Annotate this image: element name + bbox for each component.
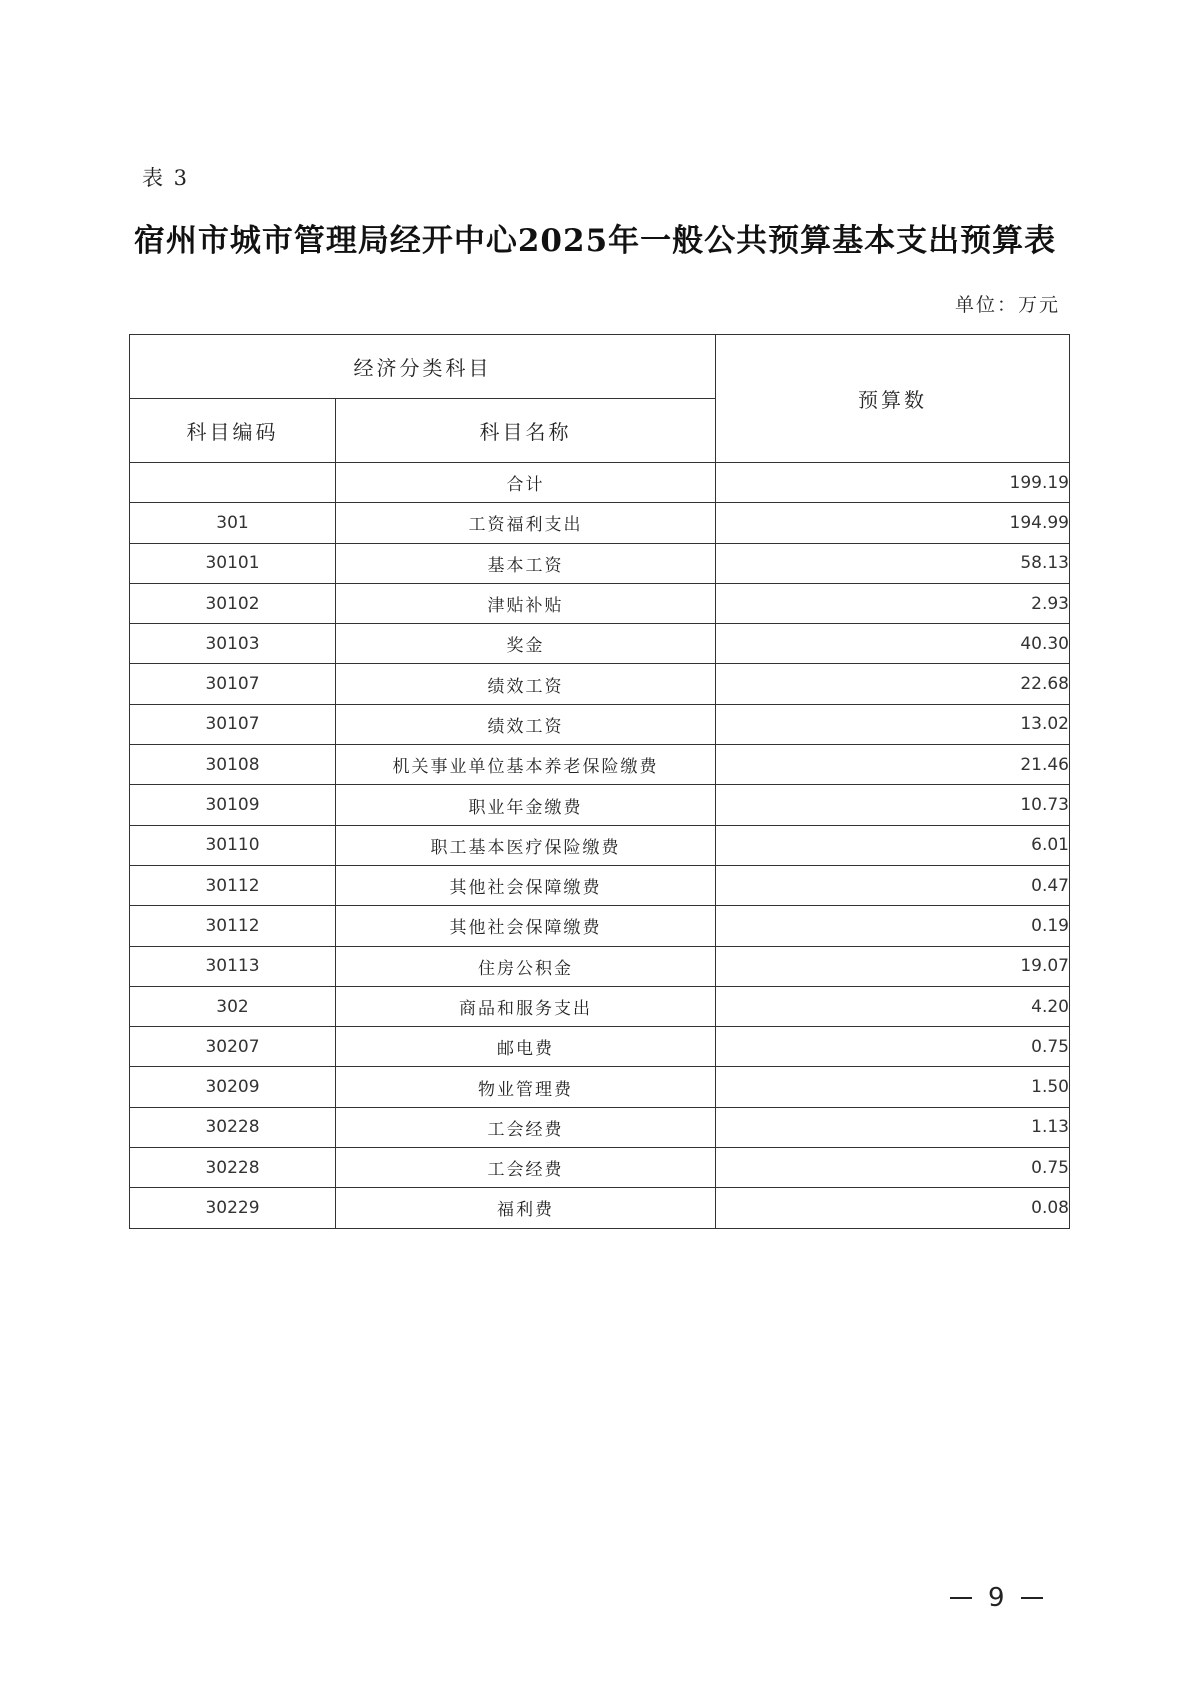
row-name: 职工基本医疗保险缴费 (336, 825, 716, 865)
table-row (130, 785, 1070, 825)
row-amount: 19.07 (716, 946, 1070, 986)
row-code: 30229 (130, 1188, 336, 1228)
row-name: 机关事业单位基本养老保险缴费 (336, 745, 716, 785)
table-row (130, 1027, 1070, 1067)
row-name: 绩效工资 (336, 704, 716, 744)
row-name: 其他社会保障缴费 (336, 906, 716, 946)
row-name: 津贴补贴 (336, 583, 716, 623)
dash-left (950, 1597, 972, 1599)
page-footer (950, 1583, 1043, 1613)
table-row (130, 503, 1070, 543)
header-code: 科目编码 (130, 399, 336, 463)
row-amount: 6.01 (716, 825, 1070, 865)
dash-right (1021, 1597, 1043, 1599)
header-name: 科目名称 (336, 399, 716, 463)
row-amount: 2.93 (716, 583, 1070, 623)
row-name: 福利费 (336, 1188, 716, 1228)
row-code: 301 (130, 503, 336, 543)
row-code: 30112 (130, 865, 336, 905)
row-name: 基本工资 (336, 543, 716, 583)
row-code: 30102 (130, 583, 336, 623)
table-body (130, 463, 1070, 1229)
row-amount: 10.73 (716, 785, 1070, 825)
table-row (130, 1148, 1070, 1188)
row-code: 30109 (130, 785, 336, 825)
unit-label: 单位：万元 (954, 294, 1060, 316)
row-amount: 40.30 (716, 624, 1070, 664)
row-code: 30103 (130, 624, 336, 664)
table-row (130, 543, 1070, 583)
row-amount: 0.47 (716, 865, 1070, 905)
row-code: 30110 (130, 825, 336, 865)
table-row (130, 745, 1070, 785)
row-amount: 1.50 (716, 1067, 1070, 1107)
table-row (130, 624, 1070, 664)
row-amount: 22.68 (716, 664, 1070, 704)
table-label: 表 3 (142, 166, 190, 190)
row-amount: 1.13 (716, 1107, 1070, 1147)
row-code: 30207 (130, 1027, 336, 1067)
table-row (130, 704, 1070, 744)
page-title: 宿州市城市管理局经开中心2025年一般公共预算基本支出预算表 (133, 223, 1057, 259)
row-code: 30228 (130, 1148, 336, 1188)
header-amount: 预算数 (716, 335, 1070, 463)
table-row (130, 664, 1070, 704)
row-name: 工会经费 (336, 1107, 716, 1147)
row-code: 302 (130, 986, 336, 1026)
row-code: 30112 (130, 906, 336, 946)
row-name: 商品和服务支出 (336, 986, 716, 1026)
row-name: 工资福利支出 (336, 503, 716, 543)
row-name: 住房公积金 (336, 946, 716, 986)
row-amount: 0.75 (716, 1148, 1070, 1188)
row-code: 30107 (130, 664, 336, 704)
row-amount: 0.75 (716, 1027, 1070, 1067)
row-amount: 4.20 (716, 986, 1070, 1026)
row-name: 工会经费 (336, 1148, 716, 1188)
row-name: 物业管理费 (336, 1067, 716, 1107)
row-amount: 0.19 (716, 906, 1070, 946)
row-name: 其他社会保障缴费 (336, 865, 716, 905)
row-amount: 58.13 (716, 543, 1070, 583)
row-amount: 21.46 (716, 745, 1070, 785)
table-row (130, 1067, 1070, 1107)
header-economic-category: 经济分类科目 (130, 335, 716, 399)
table-row (130, 463, 1070, 503)
row-amount: 0.08 (716, 1188, 1070, 1228)
row-code (130, 463, 336, 503)
row-amount: 194.99 (716, 503, 1070, 543)
row-code: 30113 (130, 946, 336, 986)
table-row (130, 865, 1070, 905)
row-code: 30101 (130, 543, 336, 583)
row-name: 邮电费 (336, 1027, 716, 1067)
row-code: 30209 (130, 1067, 336, 1107)
row-code: 30228 (130, 1107, 336, 1147)
row-code: 30108 (130, 745, 336, 785)
row-name: 职业年金缴费 (336, 785, 716, 825)
page-number: 9 (988, 1583, 1005, 1613)
row-name: 奖金 (336, 624, 716, 664)
table-row (130, 583, 1070, 623)
row-name: 绩效工资 (336, 664, 716, 704)
table-row (130, 825, 1070, 865)
table-row (130, 906, 1070, 946)
row-amount: 13.02 (716, 704, 1070, 744)
table-row (130, 1107, 1070, 1147)
row-code: 30107 (130, 704, 336, 744)
row-name: 合计 (336, 463, 716, 503)
table-row (130, 1188, 1070, 1228)
table-row (130, 986, 1070, 1026)
row-amount: 199.19 (716, 463, 1070, 503)
table-row (130, 946, 1070, 986)
budget-table (129, 334, 1070, 1229)
